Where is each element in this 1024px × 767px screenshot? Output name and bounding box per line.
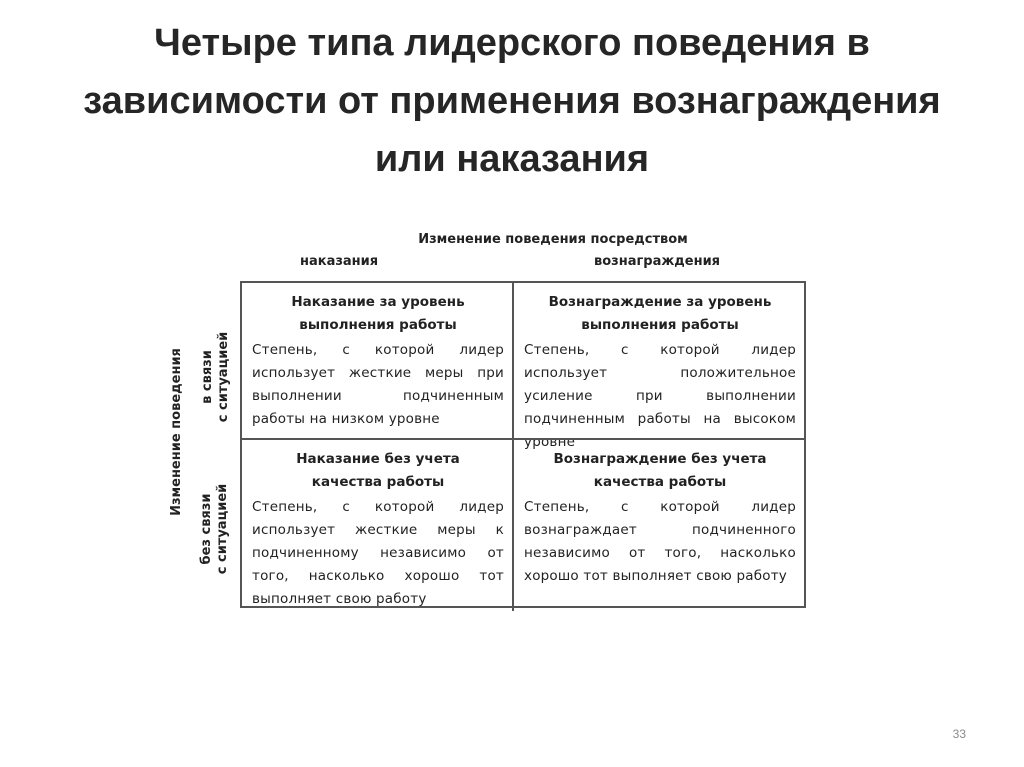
row-header-situational bbox=[200, 302, 234, 452]
matrix-cell-noncontingent-punishment bbox=[242, 438, 512, 611]
cell-title-line: Вознаграждение без учета bbox=[553, 451, 767, 467]
slide-title-line: зависимости от применения вознаграждения bbox=[83, 80, 941, 122]
matrix-cell-noncontingent-reward bbox=[512, 438, 804, 611]
table-header-top: Изменение поведения посредством bbox=[418, 232, 688, 247]
slide-title-line: Четыре типа лидерского поведения в bbox=[154, 22, 870, 64]
cell-description: Степень, с которой лидер использует жесткие меры при выполнении подчиненным работы на низком уровне bbox=[252, 342, 504, 427]
cell-description: Степень, с которой лидер вознаграждает подчиненного независимо от того, насколько хорошо тот выполняет свою работу bbox=[524, 499, 796, 584]
cell-title-line: Вознаграждение за уровень bbox=[548, 294, 772, 310]
cell-title-line: выполнения работы bbox=[299, 317, 457, 333]
slide-title-line: или наказания bbox=[374, 138, 650, 180]
cell-title-line: Наказание за уровень bbox=[291, 294, 465, 310]
cell-title-line: качества работы bbox=[593, 474, 727, 490]
row-header-line: с ситуацией bbox=[216, 331, 231, 423]
row-header-non-situational bbox=[199, 444, 233, 614]
column-header-reward: вознаграждения bbox=[594, 254, 721, 269]
cell-title bbox=[252, 291, 504, 337]
row-header-line: без связи bbox=[199, 493, 214, 565]
cell-description: Степень, с которой лидер использует положительное усиление при выполнении подчиненным работы на высоком уровне bbox=[524, 342, 796, 450]
cell-title bbox=[524, 448, 796, 494]
cell-description: Степень, с которой лидер использует жесткие меры к подчиненному независимо от того, насколько хорошо тот выполняет свою работу bbox=[252, 499, 504, 607]
slide-title bbox=[40, 14, 984, 188]
column-header-punishment: наказания bbox=[300, 254, 379, 269]
row-header-line: с ситуацией bbox=[215, 483, 230, 575]
table-column-headers bbox=[240, 254, 806, 274]
cell-title-line: выполнения работы bbox=[581, 317, 739, 333]
cell-title bbox=[252, 448, 504, 494]
row-header-line: в связи bbox=[200, 350, 215, 404]
row-header-main: Изменение поведения bbox=[169, 348, 184, 516]
cell-title-line: Наказание без учета bbox=[296, 451, 460, 467]
cell-title bbox=[524, 291, 796, 337]
matrix-cell-contingent-reward bbox=[512, 283, 804, 450]
cell-title-line: качества работы bbox=[311, 474, 445, 490]
page-number: 33 bbox=[952, 727, 966, 741]
behavior-matrix bbox=[240, 281, 806, 608]
matrix-cell-contingent-punishment bbox=[242, 283, 512, 438]
